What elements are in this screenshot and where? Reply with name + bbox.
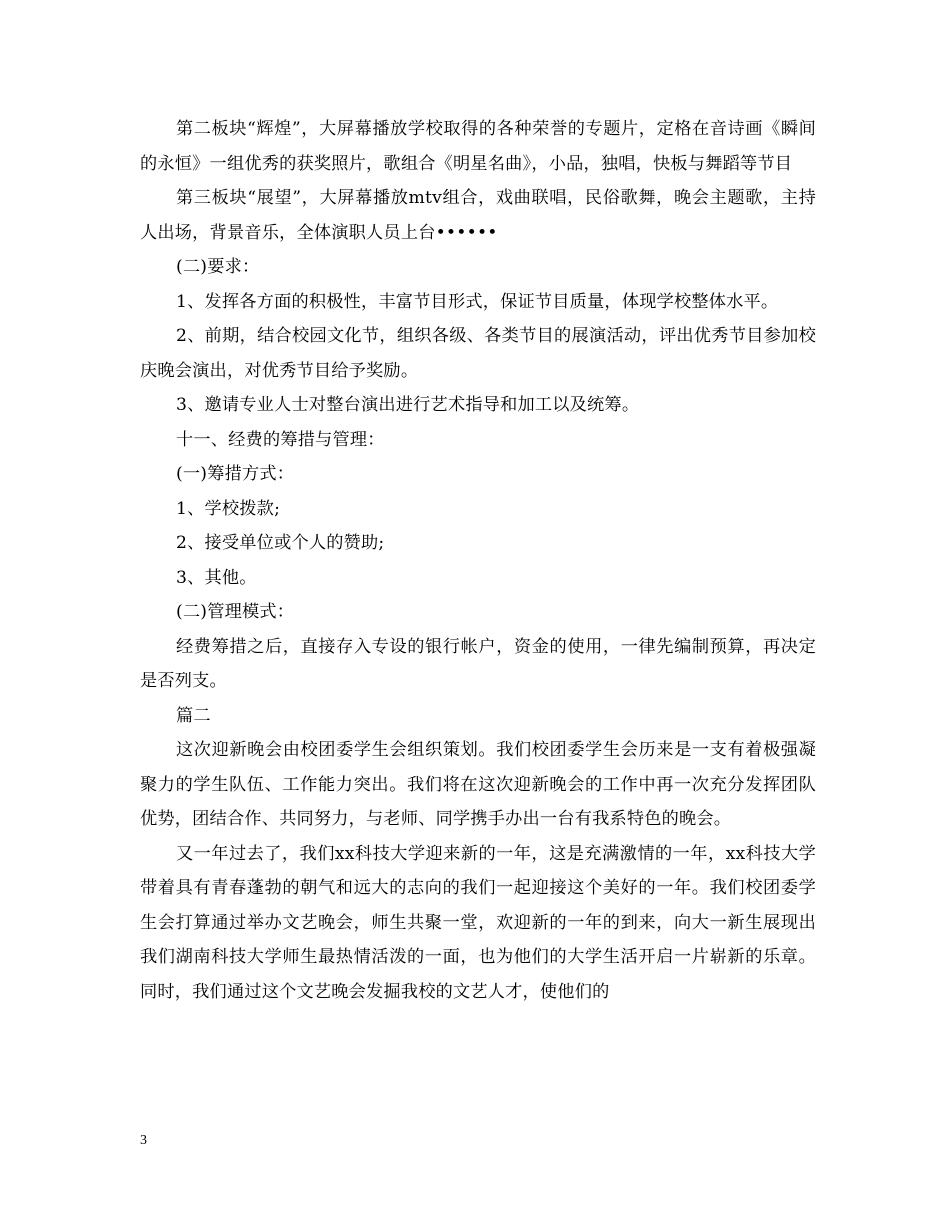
page-number: 3 [140,1133,147,1148]
list-item-requirement-1: 1、发挥各方面的积极性，丰富节目形式，保证节目质量，体现学校整体水平。 [176,291,779,312]
heading-funding: 十一、经费的筹措与管理： [176,429,385,450]
list-item-funding-3: 3、其他。 [176,567,257,588]
paragraph-organizer: 这次迎新晚会由校团委学生会组织策划。我们校团委学生会历来是一支有着极强凝聚力的学生队伍、工作能力突出。我们将在这次迎新晚会的工作中再一次充分发挥团队优势，团结合作、共同努力，与老师、同学携手办出一台有我系特色的晚会。 [140,740,816,829]
document-body [140,112,816,1009]
list-item-requirement-3: 3、邀请专业人士对整台演出进行艺术指导和加工以及统筹。 [176,395,640,415]
paragraph-new-year: 又一年过去了，我们xx科技大学迎来新的一年，这是充满激情的一年，xx科技大学带着具有青春蓬勃的朝气和远大的志向的我们一起迎接这个美好的一年。我们校团委学生会打算通过举办文艺晚会，师生共聚一堂，欢迎新的一年的到来，向大一新生展现出我们湖南科技大学师生最热情活泼的一面，也为他们的大学生活开启一片崭新的乐章。同时，我们通过这个文艺晚会发掘我校的文艺人才，使他们的 [140,843,816,1002]
paragraph-management: 经费筹措之后，直接存入专设的银行帐户，资金的使用，一律先编制预算，再决定是否列支。 [140,636,816,691]
list-item-funding-1: 1、学校拨款; [176,498,281,519]
paragraph-section-three-outlook: 第三板块“展望”，大屏幕播放mtv组合，戏曲联唱，民俗歌舞，晚会主题歌，主持人出场，背景音乐，全体演职人员上台•••••• [140,188,816,243]
list-item-requirement-2: 2、前期，结合校园文化节，组织各级、各类节目的展演活动，评出优秀节目参加校庆晚会演出，对优秀节目给予奖励。 [140,326,816,381]
heading-management-mode: (二)管理模式： [176,602,295,622]
paragraph-section-two-brilliance: 第二板块“辉煌”，大屏幕播放学校取得的各种荣誉的专题片，定格在音诗画《瞬间的永恒》一组优秀的获奖照片，歌组合《明星名曲》，小品，独唱，快板与舞蹈等节目 [140,119,816,174]
heading-requirements: (二)要求： [176,257,260,277]
heading-part-two: 篇二 [176,705,211,726]
list-item-funding-2: 2、接受单位或个人的赞助; [176,533,385,553]
heading-funding-methods: (一)筹措方式： [176,464,295,484]
